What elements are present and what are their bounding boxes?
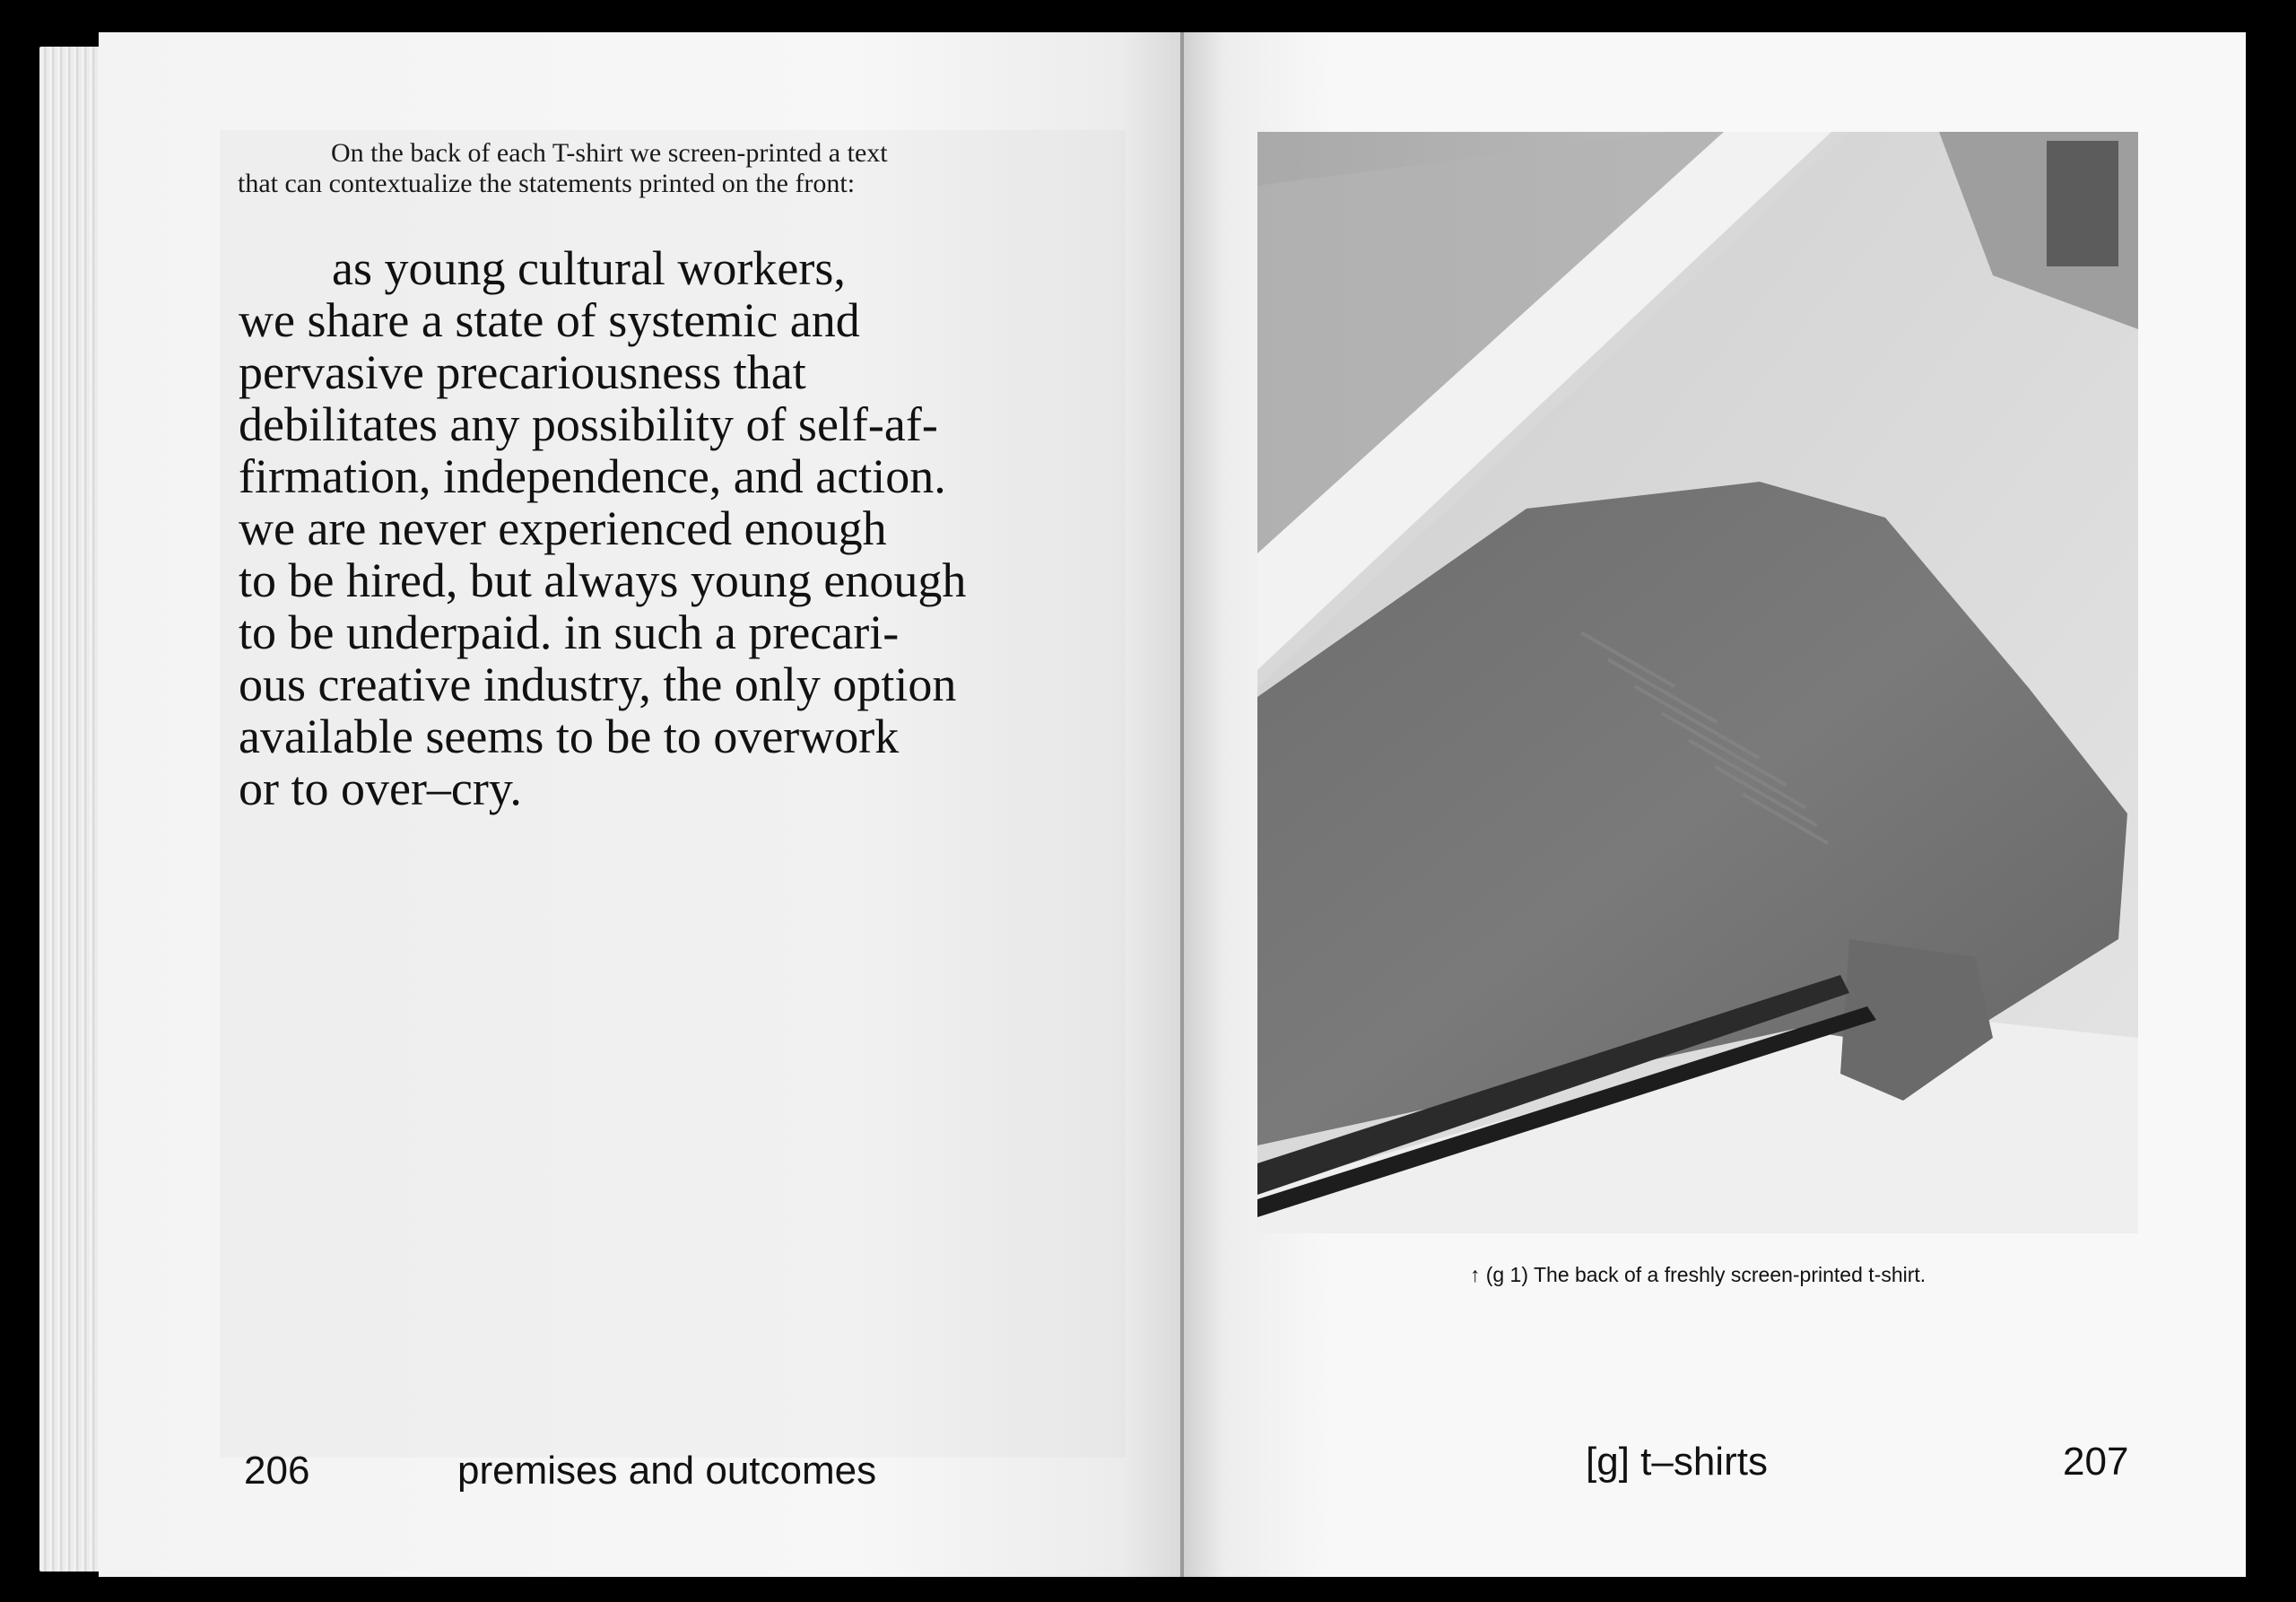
show-through-text bbox=[1444, 1453, 1455, 1498]
right-page-number: 207 bbox=[2063, 1440, 2129, 1484]
quote-line: ous creative industry, the only option bbox=[239, 657, 957, 711]
quote-line: pervasive precariousness that bbox=[239, 345, 806, 399]
photo-caption: ↑ (g 1) The back of a freshly screen-printed t-shirt. bbox=[1469, 1263, 1926, 1286]
quote-line: available seems to be to overwork bbox=[239, 710, 900, 763]
quote-line: as young cultural workers, bbox=[332, 241, 846, 295]
quote-line: or to over–cry. bbox=[239, 762, 522, 815]
quote-line: to be hired, but always young enough bbox=[239, 553, 967, 607]
tshirt-back-text bbox=[239, 242, 1118, 814]
intro-paragraph bbox=[238, 138, 1045, 199]
left-page-number: 206 bbox=[244, 1449, 310, 1493]
book-spine bbox=[1180, 32, 1184, 1577]
left-running-title: premises and outcomes bbox=[457, 1449, 877, 1493]
intro-line-2: that can contextualize the statements printed on the front: bbox=[238, 169, 856, 198]
tshirt-photo bbox=[1257, 132, 2138, 1233]
quote-line: we are never experienced enough bbox=[239, 501, 887, 555]
right-section-title: [g] t–shirts bbox=[1586, 1440, 1768, 1484]
intro-line-1: On the back of each T-shirt we screen-printed a text bbox=[331, 138, 888, 168]
quote-line: we share a state of systemic and bbox=[239, 293, 860, 347]
quote-line: to be underpaid. in such a precari- bbox=[239, 605, 900, 659]
quote-line: firmation, independence, and action. bbox=[239, 449, 946, 503]
quote-line: debilitates any possibility of self-af- bbox=[239, 397, 938, 451]
